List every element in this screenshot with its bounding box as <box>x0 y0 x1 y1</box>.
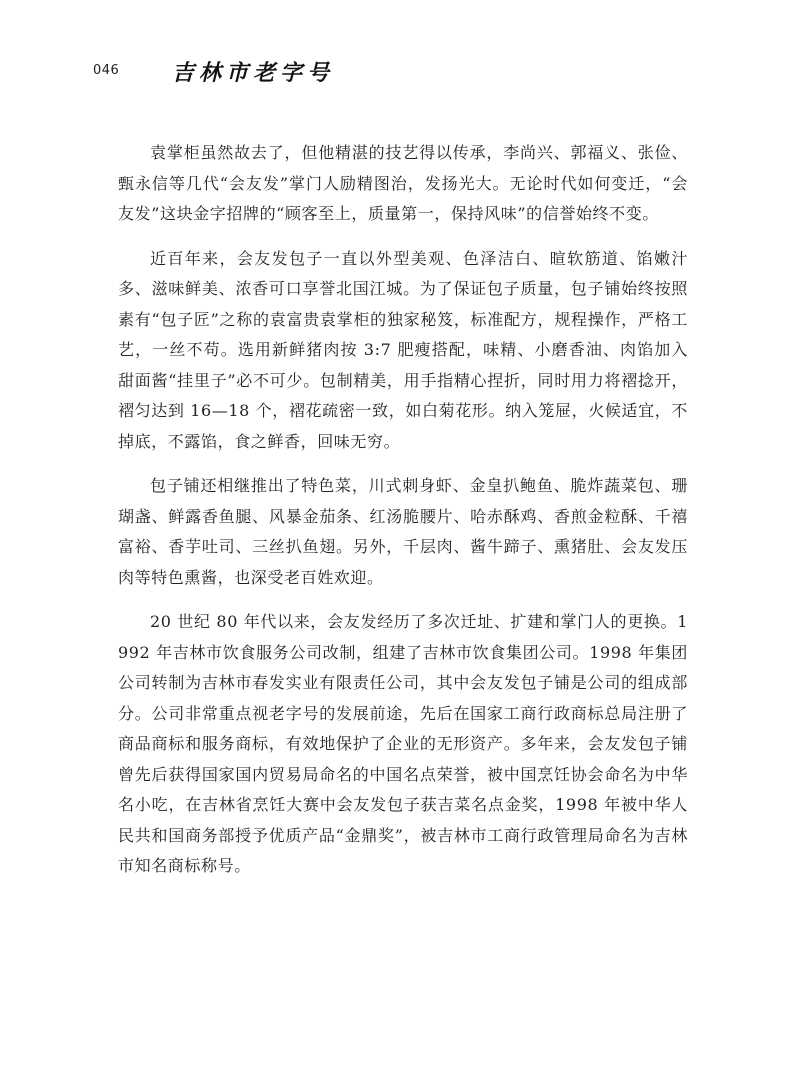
running-header <box>0 0 803 110</box>
paragraph-2: 近百年来，会友发包子一直以外型美观、色泽洁白、暄软筋道、馅嫩汁多、滋味鲜美、浓香可口享誉北国江城。为了保证包子质量，包子铺始终按照素有“包子匠”之称的袁富贵袁掌柜的独家秘笈，标准配方，规程操作，严格工艺，一丝不苟。选用新鲜猪肉按 3:7 肥瘦搭配，味精、小磨香油、肉馅加入甜面酱“挂里子”必不可少。包制精美，用手指精心捏折，同时用力将褶捻开，褶匀达到 16—18 个，褶花疏密一致，如白菊花形。纳入笼屉，火候适宜，不掉底，不露馅，食之鲜香，回味无穷。 <box>118 248 688 451</box>
body-text <box>118 138 688 896</box>
paragraph-4: 20 世纪 80 年代以来，会友发经历了多次迁址、扩建和掌门人的更换。1992 年吉林市饮食服务公司改制，组建了吉林市饮食集团公司。1998 年集团公司转制为吉林市春发实业有限责任公司，其中会友发包子铺是公司的组成部分。公司非常重点视老字号的发展前途，先后在国家工商行政商标总局注册了商品商标和服务商标，有效地保护了企业的无形资产。多年来，会友发包子铺曾先后获得国家国内贸易局命名的中国名点荣誉，被中国烹饪协会命名为中华名小吃，在吉林省烹饪大赛中会友发包子获吉菜名点金奖，1998 年被中华人民共和国商务部授予优质产品“金鼎奖”，被吉林市工商行政管理局命名为吉林市知名商标称号。 <box>118 612 688 875</box>
page-number: 046 <box>93 63 120 78</box>
paragraph-3: 包子铺还相继推出了特色菜，川式刺身虾、金皇扒鲍鱼、脆炸蔬菜包、珊瑚盏、鲜露香鱼腿、风暴金茄条、红汤脆腰片、哈赤酥鸡、香煎金粒酥、千禧富裕、香芋吐司、三丝扒鱼翅。另外，千层肉、酱牛蹄子、熏猪肚、会友发压肉等特色熏酱，也深受老百姓欢迎。 <box>118 476 688 587</box>
book-title: 吉林市老字号 <box>172 60 335 86</box>
paragraph-1: 袁掌柜虽然故去了，但他精湛的技艺得以传承，李尚兴、郭福义、张俭、甄永信等几代“会友发”掌门人励精图治，发扬光大。无论时代如何变迁，“会友发”这块金字招牌的“顾客至上，质量第一，保持风味”的信誉始终不变。 <box>118 143 688 223</box>
